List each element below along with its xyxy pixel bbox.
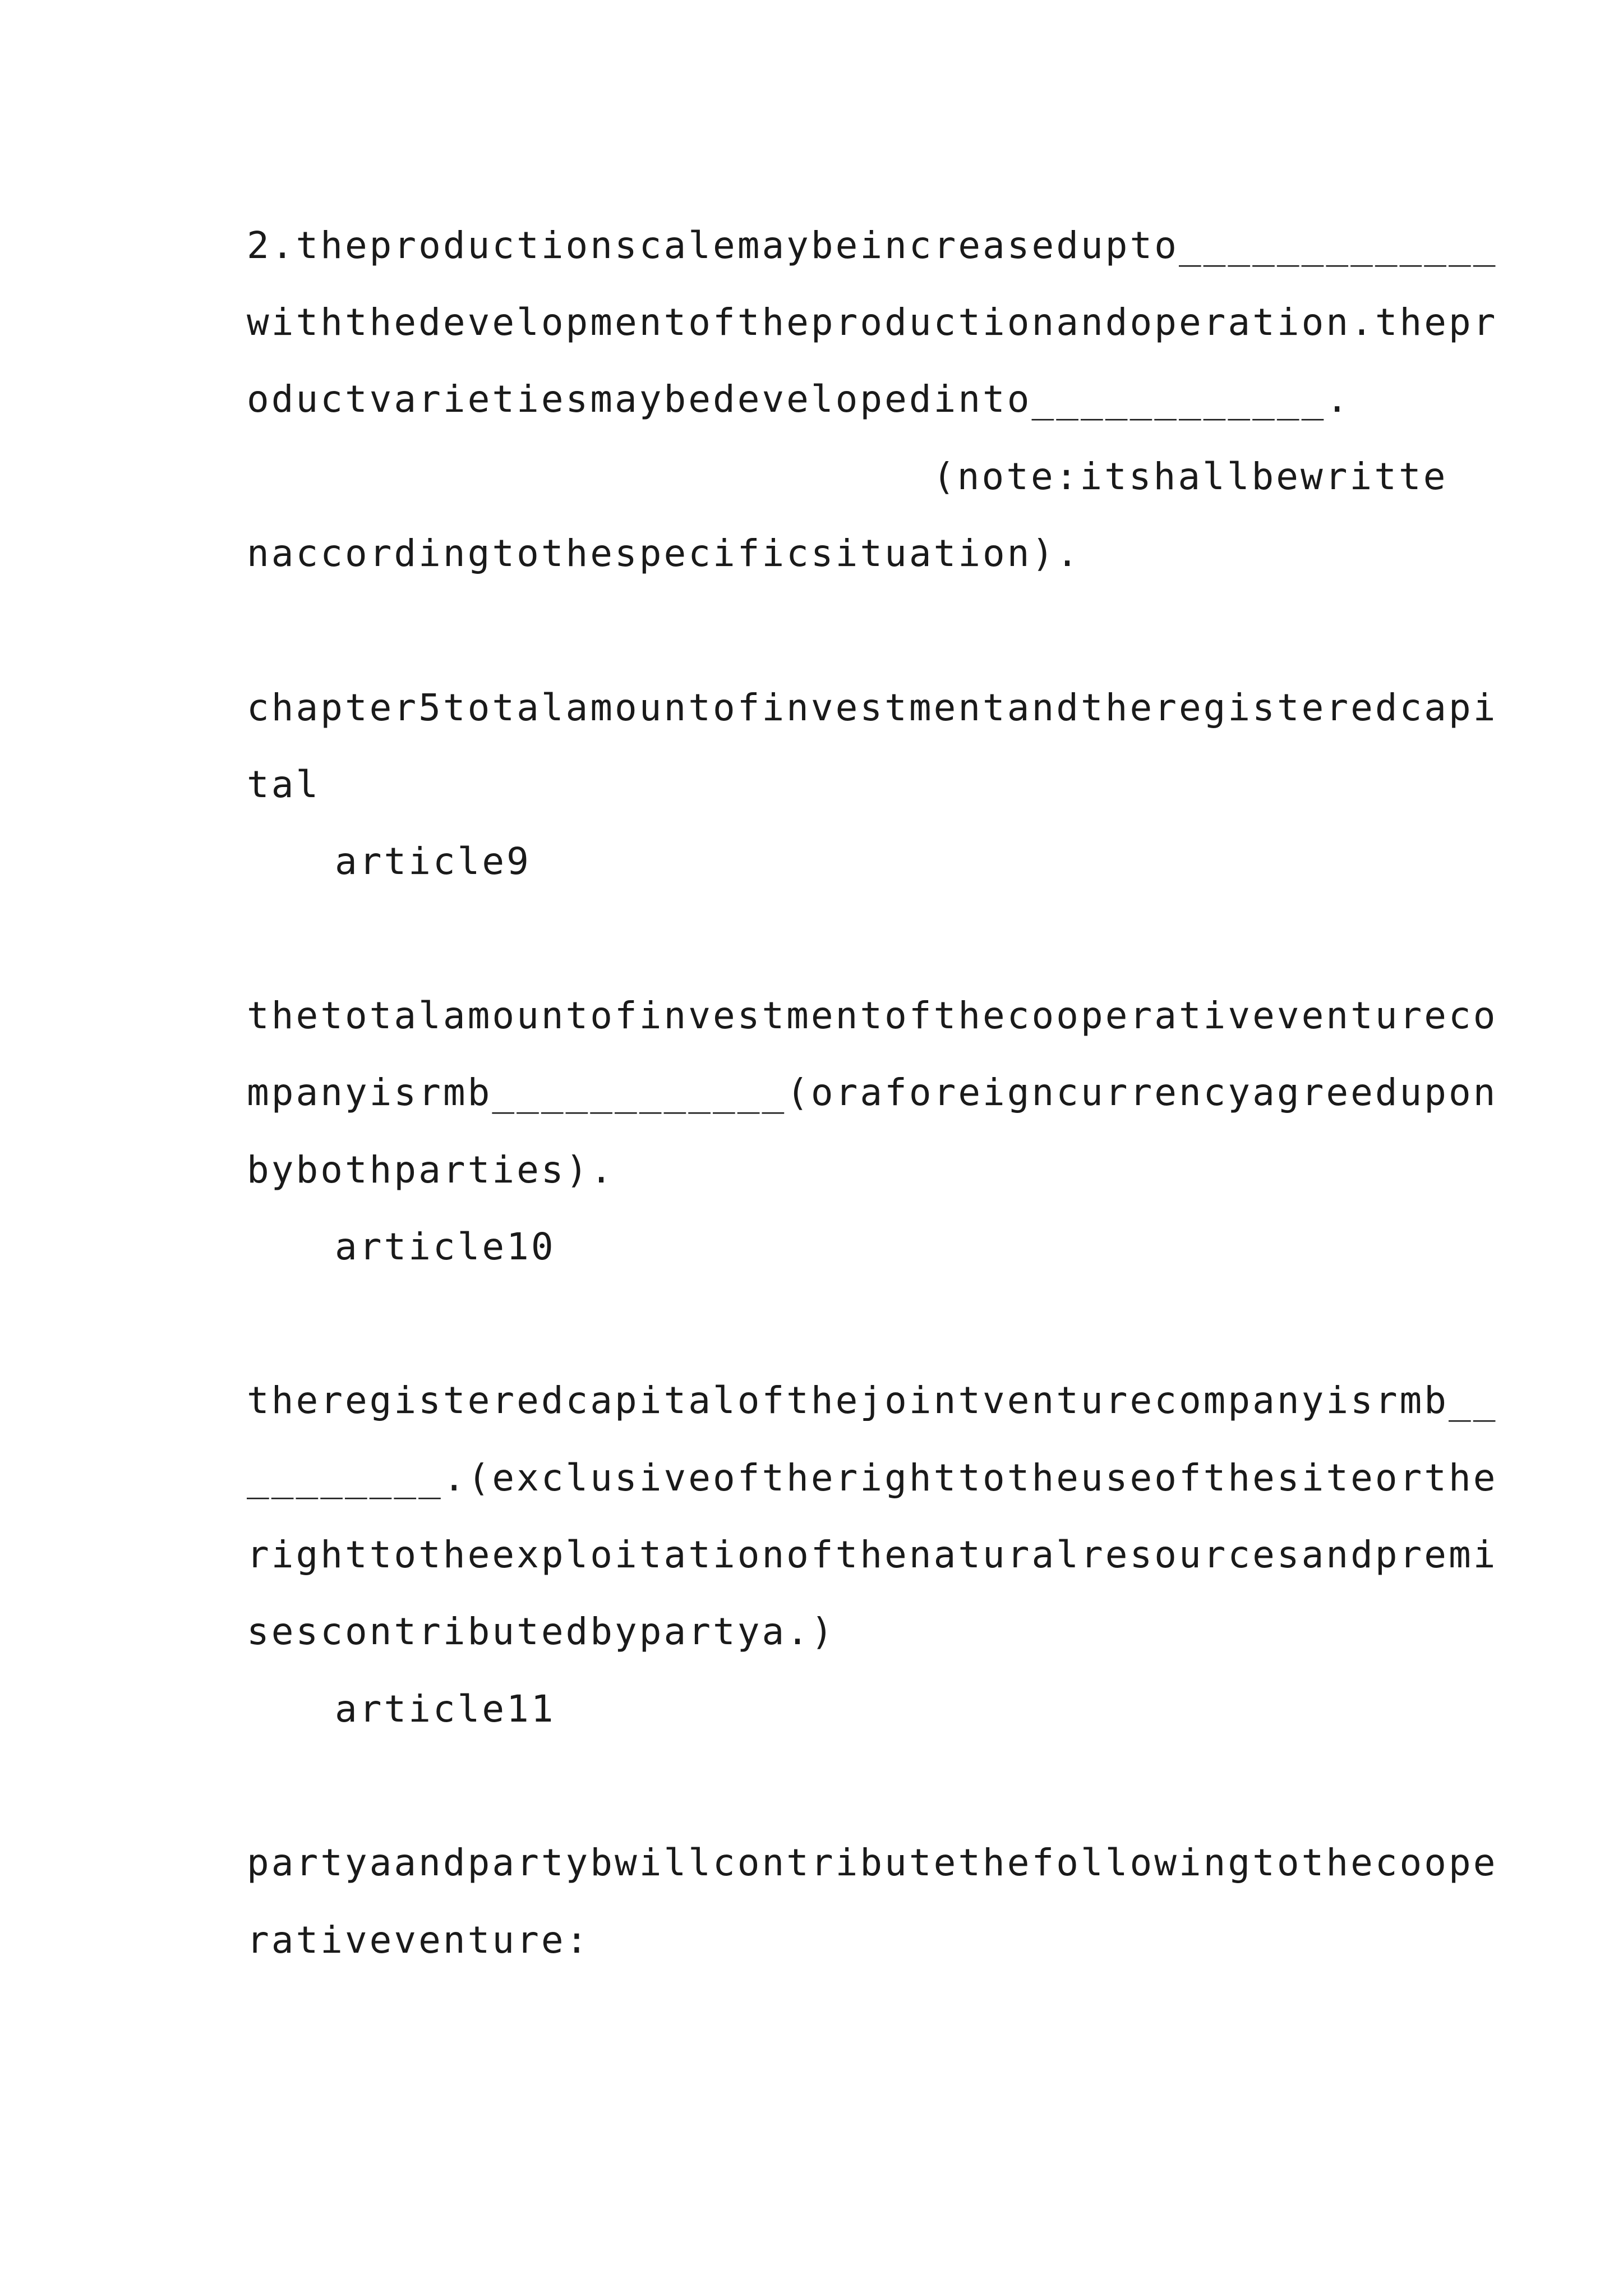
text-line-5: naccordingtothespecificsituation). bbox=[247, 532, 1081, 575]
note-line: (note:itshallbewritte bbox=[933, 455, 1448, 498]
article-11-text-2: rativeventure: bbox=[247, 1918, 591, 1962]
article-10-text-2: ________.(exclusiveoftherighttotheuseofthesiteorthe bbox=[247, 1456, 1498, 1499]
article-9-text-1: thetotalamountofinvestmentofthecooperativeventureco bbox=[247, 994, 1498, 1037]
text-line-3: oductvarietiesmaybedevelopedinto____________. bbox=[247, 378, 1351, 421]
text-line-1: 2.theproductionscalemaybeincreasedupto_____________ bbox=[247, 224, 1498, 267]
article-11-heading: article11 bbox=[335, 1687, 556, 1731]
chapter-heading: chapter5totalamountofinvestmentandtheregisteredcapi bbox=[247, 686, 1498, 729]
article-11-text-1: partyaandpartybwillcontributethefollowingtothecoope bbox=[247, 1841, 1498, 1884]
article-10-text-1: theregisteredcapitalofthejointventurecompanyisrmb__ bbox=[247, 1379, 1498, 1422]
article-10-heading: article10 bbox=[335, 1225, 556, 1268]
chapter-heading-cont: tal bbox=[247, 763, 321, 806]
article-10-text-3: righttotheexploitationofthenaturalresourcesandpremi bbox=[247, 1533, 1498, 1576]
text-line-2: withthedevelopmentoftheproductionandoperation.thepr bbox=[247, 301, 1498, 344]
article-9-heading: article9 bbox=[335, 840, 531, 883]
article-9-text-3: bybothparties). bbox=[247, 1148, 615, 1191]
article-10-text-4: sescontributedbypartya.) bbox=[247, 1610, 836, 1653]
article-9-text-2: mpanyisrmb____________(oraforeigncurrencyagreedupon bbox=[247, 1071, 1498, 1114]
